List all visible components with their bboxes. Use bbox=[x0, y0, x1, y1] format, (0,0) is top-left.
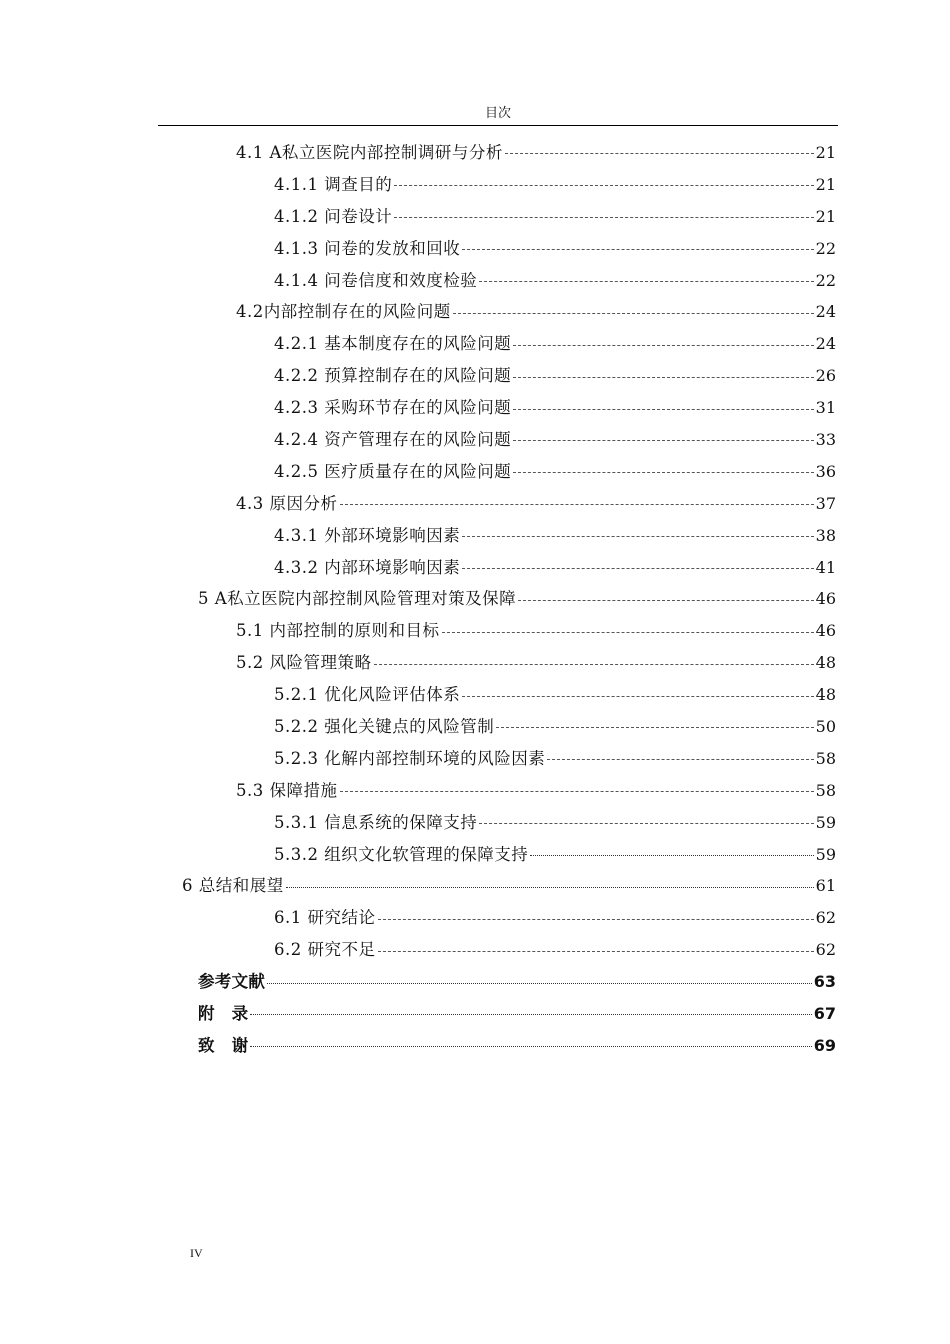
toc-entry-title: 4.3.1 外部环境影响因素 bbox=[274, 525, 461, 545]
toc-entry-page: 21 bbox=[815, 206, 836, 226]
table-of-contents bbox=[0, 137, 950, 1062]
toc-entry[interactable] bbox=[0, 775, 950, 807]
toc-entry-title: 4.2.4 资产管理存在的风险问题 bbox=[274, 429, 512, 449]
toc-entry[interactable] bbox=[0, 265, 950, 297]
toc-entry-title: 4.2.5 医疗质量存在的风险问题 bbox=[274, 461, 512, 481]
toc-entry[interactable] bbox=[0, 424, 950, 456]
toc-leader-line bbox=[378, 919, 814, 920]
toc-entry-page: 37 bbox=[815, 493, 836, 513]
toc-entry-title: 5.2.2 强化关键点的风险管制 bbox=[274, 716, 495, 736]
toc-entry-title: 4.1.4 问卷信度和效度检验 bbox=[274, 270, 478, 290]
toc-entry-page: 21 bbox=[815, 174, 836, 194]
toc-entry-page: 26 bbox=[815, 366, 836, 386]
toc-entry-page: 48 bbox=[815, 685, 836, 705]
toc-leader-line bbox=[374, 664, 814, 665]
toc-entry[interactable] bbox=[0, 456, 950, 488]
toc-entry[interactable] bbox=[0, 966, 950, 998]
toc-leader-line bbox=[479, 823, 813, 824]
toc-entry-title: 6.1 研究结论 bbox=[274, 908, 376, 928]
toc-leader-line bbox=[394, 185, 813, 186]
toc-entry[interactable] bbox=[0, 839, 950, 871]
toc-entry[interactable] bbox=[0, 902, 950, 934]
toc-entry-title: 5 A私立医院内部控制风险管理对策及保障 bbox=[198, 589, 517, 609]
toc-entry-page: 41 bbox=[815, 557, 836, 577]
toc-entry-page: 21 bbox=[815, 142, 836, 162]
toc-entry-title: 6 总结和展望 bbox=[182, 876, 284, 896]
toc-entry[interactable] bbox=[0, 615, 950, 647]
toc-entry-page: 69 bbox=[813, 1035, 836, 1055]
toc-leader-line bbox=[513, 377, 813, 378]
toc-entry-title: 5.2.1 优化风险评估体系 bbox=[274, 685, 461, 705]
toc-entry-page: 38 bbox=[815, 525, 836, 545]
toc-entry[interactable] bbox=[0, 870, 950, 902]
toc-entry[interactable] bbox=[0, 488, 950, 520]
toc-leader-line bbox=[547, 759, 813, 760]
toc-leader-line bbox=[286, 887, 814, 888]
toc-leader-line bbox=[462, 536, 813, 537]
toc-leader-line bbox=[453, 313, 814, 314]
toc-entry-title: 4.2内部控制存在的风险问题 bbox=[236, 302, 451, 322]
toc-entry-title: 4.3 原因分析 bbox=[236, 493, 338, 513]
toc-leader-line bbox=[530, 855, 813, 856]
toc-entry[interactable] bbox=[0, 137, 950, 169]
toc-entry-page: 62 bbox=[815, 940, 836, 960]
toc-entry[interactable] bbox=[0, 552, 950, 584]
toc-entry[interactable] bbox=[0, 934, 950, 966]
toc-entry-title: 6.2 研究不足 bbox=[274, 940, 376, 960]
toc-entry[interactable] bbox=[0, 583, 950, 615]
toc-entry-title: 5.1 内部控制的原则和目标 bbox=[236, 621, 440, 641]
toc-entry-page: 31 bbox=[815, 398, 836, 418]
toc-entry-page: 67 bbox=[813, 1003, 836, 1023]
toc-entry-title: 4.2.1 基本制度存在的风险问题 bbox=[274, 334, 512, 354]
toc-entry-title: 4.1.3 问卷的发放和回收 bbox=[274, 238, 461, 258]
toc-entry-title: 5.3 保障措施 bbox=[236, 780, 338, 800]
toc-leader-line bbox=[513, 345, 813, 346]
toc-leader-line bbox=[267, 983, 812, 984]
toc-leader-line bbox=[505, 153, 814, 154]
toc-entry-title: 5.3.2 组织文化软管理的保障支持 bbox=[274, 844, 529, 864]
toc-entry[interactable] bbox=[0, 807, 950, 839]
toc-leader-line bbox=[250, 1014, 811, 1015]
toc-entry-page: 58 bbox=[815, 780, 836, 800]
toc-entry[interactable] bbox=[0, 296, 950, 328]
toc-entry[interactable] bbox=[0, 360, 950, 392]
toc-entry[interactable] bbox=[0, 520, 950, 552]
toc-leader-line bbox=[340, 791, 814, 792]
toc-entry-page: 24 bbox=[815, 334, 836, 354]
toc-entry-title: 致 谢 bbox=[198, 1035, 249, 1055]
toc-entry-page: 46 bbox=[815, 621, 836, 641]
toc-leader-line bbox=[479, 281, 813, 282]
toc-entry-title: 4.1.2 问卷设计 bbox=[274, 206, 393, 226]
toc-entry[interactable] bbox=[0, 233, 950, 265]
toc-entry-title: 5.2 风险管理策略 bbox=[236, 653, 372, 673]
toc-entry-page: 59 bbox=[815, 844, 836, 864]
page-header-title: 目次 bbox=[484, 106, 511, 121]
toc-entry-title: 5.2.3 化解内部控制环境的风险因素 bbox=[274, 748, 546, 768]
toc-entry-page: 50 bbox=[815, 716, 836, 736]
toc-entry[interactable] bbox=[0, 201, 950, 233]
toc-entry-page: 61 bbox=[815, 876, 836, 896]
toc-entry-page: 46 bbox=[815, 589, 836, 609]
toc-entry-title: 4.1 A私立医院内部控制调研与分析 bbox=[236, 142, 503, 162]
toc-leader-line bbox=[462, 568, 813, 569]
toc-entry-page: 22 bbox=[815, 270, 836, 290]
toc-entry[interactable] bbox=[0, 169, 950, 201]
toc-leader-line bbox=[442, 632, 814, 633]
toc-leader-line bbox=[394, 217, 813, 218]
page-number: IV bbox=[190, 1246, 203, 1260]
toc-entry-title: 4.3.2 内部环境影响因素 bbox=[274, 557, 461, 577]
toc-entry[interactable] bbox=[0, 998, 950, 1030]
header-divider bbox=[158, 125, 838, 126]
toc-leader-line bbox=[340, 504, 814, 505]
toc-entry-page: 62 bbox=[815, 908, 836, 928]
toc-entry-page: 24 bbox=[815, 302, 836, 322]
toc-entry-page: 36 bbox=[815, 461, 836, 481]
toc-entry-page: 48 bbox=[815, 653, 836, 673]
toc-entry[interactable] bbox=[0, 328, 950, 360]
toc-entry-page: 58 bbox=[815, 748, 836, 768]
toc-entry-title: 4.1.1 调查目的 bbox=[274, 174, 393, 194]
toc-leader-line bbox=[462, 696, 813, 697]
toc-leader-line bbox=[462, 249, 813, 250]
toc-entry[interactable] bbox=[0, 743, 950, 775]
toc-entry-title: 4.2.3 采购环节存在的风险问题 bbox=[274, 398, 512, 418]
toc-entry-title: 附 录 bbox=[198, 1003, 249, 1023]
toc-entry[interactable] bbox=[0, 679, 950, 711]
toc-entry[interactable] bbox=[0, 647, 950, 679]
toc-entry-page: 59 bbox=[815, 812, 836, 832]
toc-entry-page: 63 bbox=[813, 972, 836, 992]
toc-entry[interactable] bbox=[0, 1030, 950, 1062]
toc-entry-page: 33 bbox=[815, 429, 836, 449]
toc-leader-line bbox=[250, 1046, 811, 1047]
toc-entry-page: 22 bbox=[815, 238, 836, 258]
toc-leader-line bbox=[513, 472, 813, 473]
toc-leader-line bbox=[513, 409, 813, 410]
toc-leader-line bbox=[496, 727, 813, 728]
toc-leader-line bbox=[518, 600, 813, 601]
toc-entry-title: 4.2.2 预算控制存在的风险问题 bbox=[274, 366, 512, 386]
toc-entry[interactable] bbox=[0, 392, 950, 424]
toc-leader-line bbox=[513, 440, 813, 441]
toc-entry-title: 参考文献 bbox=[198, 972, 266, 992]
toc-entry-title: 5.3.1 信息系统的保障支持 bbox=[274, 812, 478, 832]
toc-entry[interactable] bbox=[0, 711, 950, 743]
toc-leader-line bbox=[378, 951, 814, 952]
